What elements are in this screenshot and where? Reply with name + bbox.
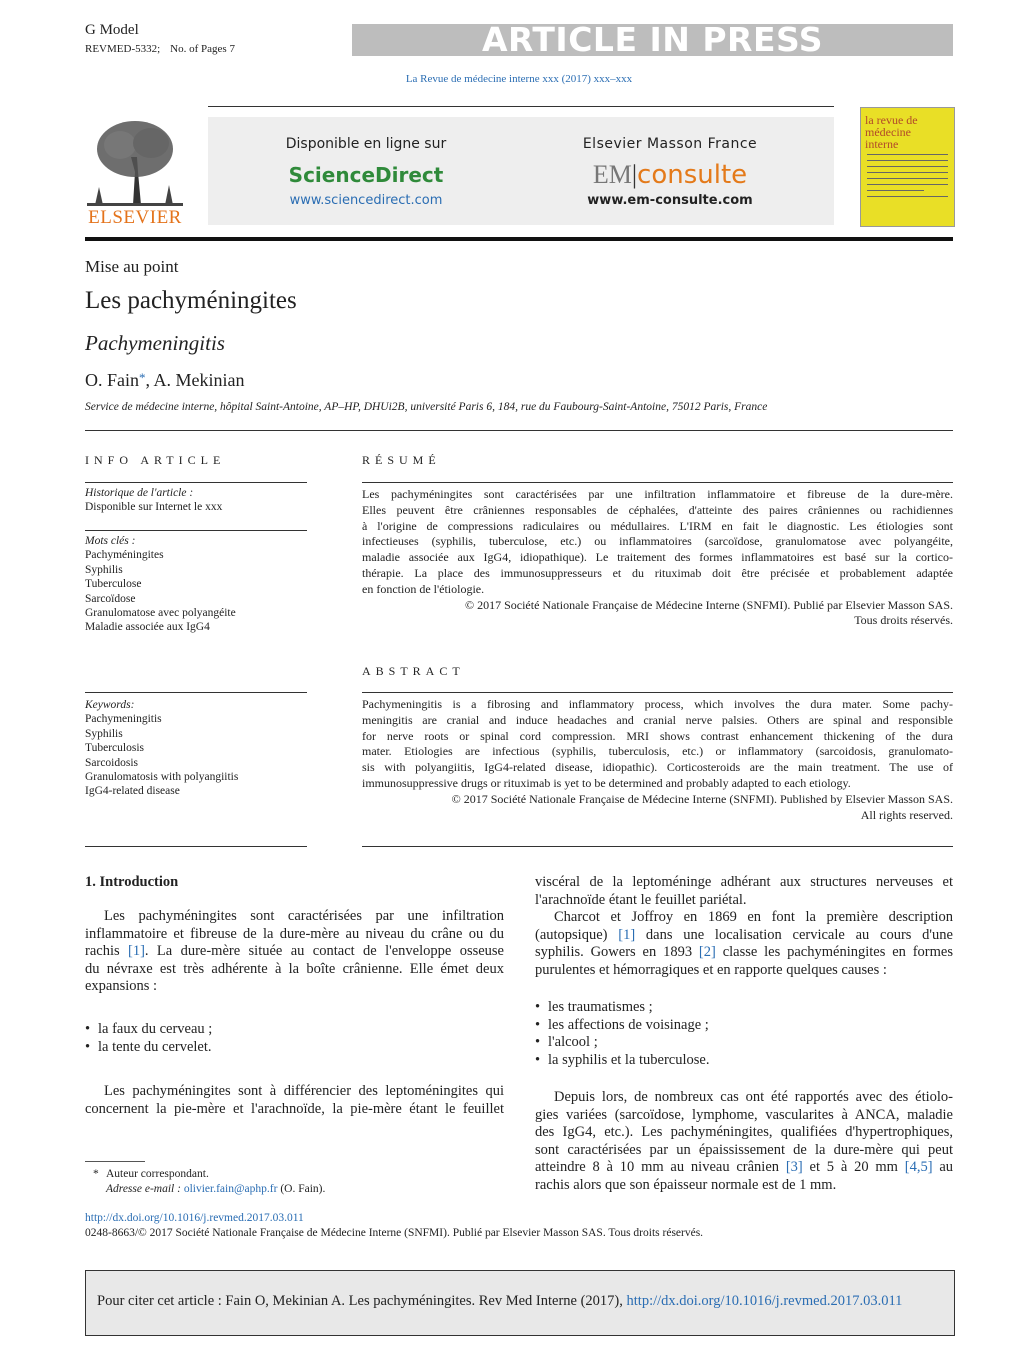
abstract-copyright: © 2017 Société Nationale Française de Médecine Interne (SNFMI). Published by Elsevier Masson SAS. [451, 791, 953, 806]
header-thick-rule [85, 237, 953, 241]
reference-link-3[interactable]: [3] [785, 1159, 803, 1175]
expansions-list [85, 1021, 504, 1056]
list-item: • la faux du cerveau ; [85, 1021, 504, 1039]
intro-paragraph-4 [535, 1089, 953, 1194]
keyword-fr: Sarcoïdose [85, 592, 136, 605]
body-line: Les pachyméningites sont à différencier des leptoméningites qui [104, 1083, 504, 1099]
keyword-en: Syphilis [85, 727, 123, 740]
abstract-line: for nerve roots or spinal cord compression. MRI shows contrast enhancement thickening of the dura [362, 728, 953, 743]
keywords-en-block [85, 698, 307, 799]
resume-heading: RÉSUMÉ [362, 453, 441, 467]
body-text-span: . La dure-mère située au contact de l'enveloppe osseuse [144, 943, 504, 959]
em-logo-separator: | [631, 160, 638, 189]
footnote-email-line [106, 1182, 325, 1196]
intro-paragraph-2 [85, 1083, 504, 1118]
abstract-bottom-divider [362, 846, 953, 847]
body-line [535, 1159, 953, 1177]
list-item: • les affections de voisinage ; [535, 1017, 953, 1035]
history-label: Historique de l'article : [85, 487, 194, 499]
g-model-label: G Model [85, 22, 139, 38]
affiliation: Service de médecine interne, hôpital Saint-Antoine, AP–HP, DHUi2B, université Paris 6, 184, rue du Faubourg-Saint-Antoine, 75012 Paris, France [85, 401, 768, 413]
abstract-heading: ABSTRACT [362, 664, 465, 678]
email-label: Adresse e-mail : [106, 1183, 181, 1195]
resume-line: maladie associée aux IgG4, idiopathique). Le traitement des formes inflammatoires est basé sur la cortico- [362, 550, 953, 565]
resume-line: à l'origine de compressions radiculaires ou médullaires. L'IRM en fait le diagnostic. Les étiologies sont [362, 518, 953, 533]
corresponding-author-star[interactable]: * [139, 370, 146, 385]
cover-line [867, 160, 948, 161]
article-reference [85, 43, 245, 55]
citation-prefix: Pour citer cet article : Fain O, Mekinian A. Les pachyméningites. Rev Med Interne (2017), [97, 1293, 627, 1309]
body-line [85, 943, 504, 961]
resume-divider [362, 482, 953, 483]
keywords-fr-block [85, 534, 307, 635]
body-text-span: dans une localisation cervicale au cours d'une [635, 926, 953, 943]
body-line: sont caractérisées par un épaississement de la dure-mère qui peut [535, 1141, 953, 1158]
cover-line [867, 184, 948, 185]
doi-link[interactable]: http://dx.doi.org/10.1016/j.revmed.2017.03.011 [85, 1212, 304, 1224]
footnote-corresponding: Auteur correspondant. [106, 1168, 209, 1180]
history-value: Disponible sur Internet le xxx [85, 501, 223, 514]
list-item: • la syphilis et la tuberculose. [535, 1052, 953, 1070]
body-text-span: (autopsique) [535, 926, 619, 943]
abstract-line: Pachymeningitis is a fibrosing and inflammatory process, which involves the dura mater. Some pachy- [362, 697, 953, 711]
sciencedirect-link[interactable]: www.sciencedirect.com [289, 193, 443, 208]
author-separator: , [145, 370, 154, 390]
article-title: Les pachyméningites [85, 287, 297, 314]
cover-line [867, 172, 948, 173]
em-consulte-link[interactable]: www.em-consulte.com [587, 193, 753, 208]
elsevier-wordmark: ELSEVIER [88, 207, 182, 228]
keyword-en: Pachymeningitis [85, 713, 162, 726]
body-text-span: syphilis. Gowers en 1893 [535, 944, 699, 960]
available-online-label: Disponible en ligne sur [285, 136, 447, 152]
resume-line: infectieuses (syphilis, tuberculose, etc.) ou inflammatoires (sarcoïdose, granulomatose avec polyangéite, [362, 534, 953, 549]
body-line: l'arachnoïde étant le feuillet pariétal. [535, 891, 747, 908]
body-line: Depuis lors, de nombreux cas ont été rapportés avec des étiolo- [554, 1089, 953, 1105]
email-link[interactable]: olivier.fain@aphp.fr [183, 1183, 278, 1195]
body-line: Charcot et Joffroy en 1869 en font la première description [554, 909, 953, 925]
abstract-line: sis with polyangiitis, IgG4-related disease, idiopathic). Corticosteroids are the main treatment. The use of [362, 760, 953, 775]
body-text-span: au [932, 1159, 954, 1175]
reference-link-1[interactable]: [1] [128, 943, 145, 959]
keyword-en: Tuberculosis [85, 742, 144, 755]
keyword-fr: Maladie associée aux IgG4 [85, 621, 210, 634]
cover-line [867, 190, 924, 191]
citation-text [97, 1293, 902, 1310]
citation-doi-link[interactable]: http://dx.doi.org/10.1016/j.revmed.2017.03.011 [626, 1293, 903, 1309]
abstract-line: mater. Etiologies are infectious (syphilis, tuberculosis, etc.) or inflammatory (sarcoidosis, granulomato- [362, 744, 953, 759]
title-divider [85, 430, 953, 431]
list-item: • les traumatismes ; [535, 999, 953, 1017]
body-line: rachis alors que son épaisseur normale est de 1 mm. [535, 1176, 837, 1193]
resume-copyright: © 2017 Société Nationale Française de Médecine Interne (SNFMI). Publié par Elsevier Masson SAS. [464, 597, 953, 612]
email-owner: (O. Fain). [280, 1183, 326, 1195]
keyword-en: IgG4-related disease [85, 785, 180, 798]
header-divider [208, 106, 834, 107]
em-consulte-logo[interactable] [540, 160, 800, 190]
cover-line [867, 154, 948, 155]
info-article-heading: INFO ARTICLE [85, 453, 226, 467]
body-text-span: rachis [85, 943, 128, 959]
resume-rights: Tous droits réservés. [854, 613, 953, 628]
page-count: No. of Pages 7 [170, 43, 235, 55]
keywords-en-label: Keywords: [85, 699, 135, 711]
abstract-body [362, 697, 953, 823]
abstract-rights: All rights reserved. [860, 807, 953, 822]
list-item: • l'alcool ; [535, 1034, 953, 1052]
body-line [535, 944, 953, 962]
body-line [535, 927, 953, 945]
reference-link-4-5[interactable]: [4,5] [904, 1159, 933, 1175]
keyword-fr: Syphilis [85, 563, 123, 576]
authors [85, 370, 245, 391]
consulte-logo-part: consulte [637, 160, 748, 190]
keyword-en: Granulomatosis with polyangiitis [85, 771, 239, 784]
abstract-divider [362, 692, 953, 693]
abstract-line: meningitis are cranial and induce headaches and cranial nerve palsies. Others are spinal and responsible [362, 712, 953, 727]
cover-line [867, 166, 948, 167]
journal-citation-line[interactable]: La Revue de médecine interne xxx (2017) xxx–xxx [405, 73, 633, 85]
info-divider [85, 846, 307, 847]
history-block [85, 486, 307, 515]
keywords-fr-label: Mots clés : [85, 535, 136, 547]
intro-right-column [535, 874, 953, 979]
body-line: purulentes et hémorragiques et en rapporte quelques causes : [535, 961, 887, 978]
author-fain[interactable]: O. Fain [85, 370, 139, 390]
causes-list [535, 999, 953, 1069]
info-divider [85, 482, 307, 483]
body-line: gies variées (sarcoïdose, lymphome, vascularites à ANCA, maladie [535, 1106, 953, 1123]
body-line: des IgG4, etc.). Les pachyméningites, qualifiées d'hypertrophiques, [535, 1124, 953, 1140]
body-line: concernent la pie-mère et l'arachnoïde, la pie-mère étant le feuillet [85, 1100, 504, 1117]
section-heading-introduction: 1. Introduction [85, 874, 179, 890]
resume-line: thérapie. La place des immunosuppresseurs et du rituximab doit être précisée et probablement adaptée [362, 565, 953, 580]
abstract-line: immunosuppressive drugs or rituximab is yet to be determined and probably adapted to each etiology. [362, 775, 851, 790]
body-line: du névraxe est très adhérente à la boîte crânienne. Elle émet deux [85, 960, 504, 977]
article-type: Mise au point [85, 257, 179, 276]
list-item: • la tente du cervelet. [85, 1039, 504, 1057]
resume-line: en fonction de l'étiologie. [362, 581, 485, 596]
keyword-fr: Granulomatose avec polyangéite [85, 607, 236, 620]
keyword-fr: Tuberculose [85, 578, 142, 591]
body-line: expansions : [85, 978, 158, 994]
ref-code: REVMED-5332; [85, 43, 161, 55]
cover-title: la revue de médecine interne [865, 113, 918, 151]
article-in-press-label: ARTICLE IN PRESS [481, 20, 824, 59]
footnote-star: * [93, 1168, 99, 1180]
body-line: inflammatoire et fibreuse de la dure-mère au niveau du crâne ou du [85, 925, 504, 942]
reference-link-2[interactable]: [2] [698, 944, 716, 960]
author-mekinian[interactable]: A. Mekinian [153, 370, 245, 390]
resume-body [362, 487, 953, 629]
cover-line [867, 178, 948, 179]
reference-link-1[interactable]: [1] [618, 926, 636, 943]
info-divider [85, 530, 307, 531]
elsevier-masson-label: Elsevier Masson France [582, 136, 758, 152]
article-english-title: Pachymeningitis [85, 331, 225, 355]
sciencedirect-logo[interactable]: ScienceDirect [288, 163, 444, 187]
cover-line [867, 196, 948, 197]
intro-paragraph-1 [85, 908, 504, 996]
footnote-rule [85, 1161, 145, 1162]
issn-copyright: 0248-8663/© 2017 Société Nationale Française de Médecine Interne (SNFMI). Publié par Elsevier Masson SAS. Tous droits réservés. [85, 1227, 704, 1239]
resume-line: Les pachyméningites sont caractérisées par une infiltration inflammatoire et fibreuse de la dure-mère. [362, 487, 953, 501]
body-text-span: atteindre 8 à 10 mm au niveau crânien [535, 1159, 786, 1175]
resume-line: Elles peuvent être crâniennes responsables de céphalées, d'atteinte des paires crâniennes ou rachidiennes [362, 502, 953, 517]
journal-cover-thumbnail[interactable] [860, 107, 955, 227]
body-line: viscéral de la leptoméninge adhérant aux structures nerveuses et [535, 874, 953, 890]
body-text-span: classe les pachyméningites en formes [715, 944, 953, 960]
body-line: Les pachyméningites sont caractérisées par une infiltration [104, 908, 504, 924]
keyword-en: Sarcoidosis [85, 756, 139, 769]
em-logo-part: EM [592, 160, 632, 189]
body-text-span: et 5 à 20 mm [802, 1159, 905, 1175]
info-divider [85, 692, 307, 693]
keyword-fr: Pachyméningites [85, 549, 164, 562]
